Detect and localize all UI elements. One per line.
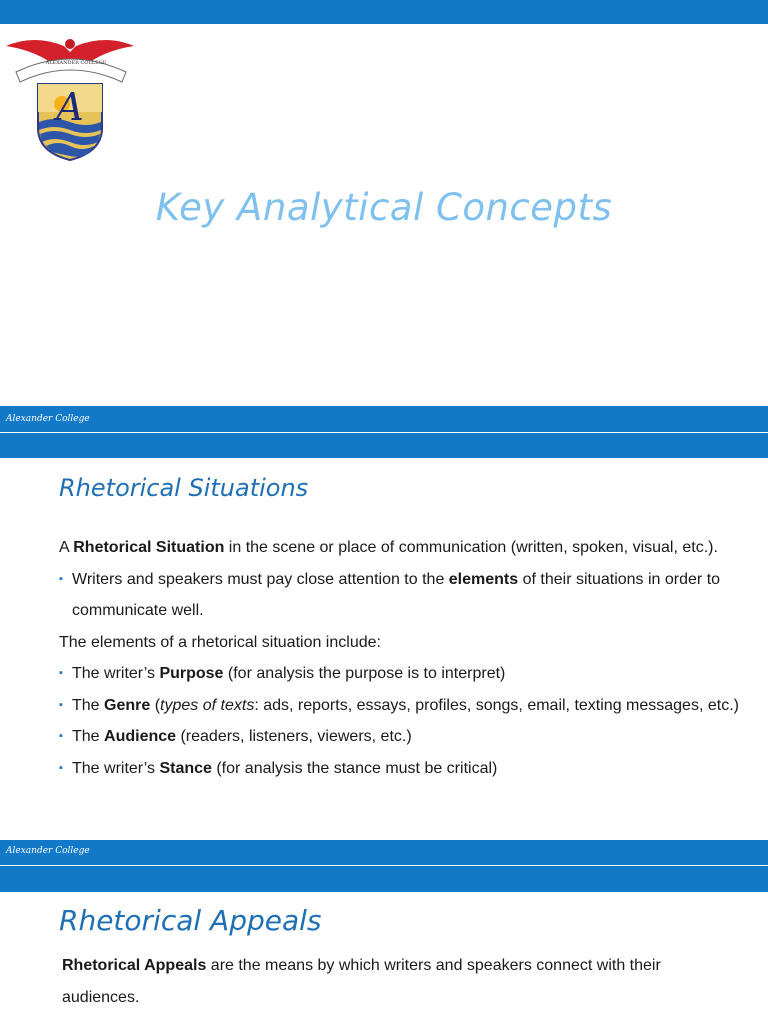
college-logo xyxy=(4,32,136,162)
slide-body xyxy=(59,532,749,784)
slide-body xyxy=(62,950,722,1013)
slide-3 xyxy=(0,868,768,1024)
bullet-icon: ▪ xyxy=(59,761,63,774)
bullet-item: ▪ Writers and speakers must pay close attention to the elements of their situations in order to communicate well. xyxy=(59,564,749,627)
svg-text:A: A xyxy=(56,85,84,129)
slide-1 xyxy=(0,0,768,434)
footer-text: Alexander College xyxy=(6,414,90,424)
slide-title: Rhetorical Appeals xyxy=(59,904,322,937)
bullet-icon: ▪ xyxy=(59,730,63,742)
logo-ribbon-text: ALEXANDER COLLEGE xyxy=(45,60,107,66)
header-bar xyxy=(0,434,768,458)
footer-divider xyxy=(0,865,768,866)
header-bar xyxy=(0,0,768,24)
bullet-icon: ▪ xyxy=(59,667,63,679)
slide-2 xyxy=(0,434,768,868)
footer-band xyxy=(0,840,768,868)
slide-title: Rhetorical Situations xyxy=(59,474,309,502)
footer-text: Alexander College xyxy=(6,846,90,856)
slide-title-main: Key Analytical Concepts xyxy=(155,186,613,229)
header-bar xyxy=(0,868,768,892)
bullet-item: ▪ The writer’s Purpose (for analysis the purpose is to interpret) xyxy=(59,658,749,690)
paragraph: Rhetorical Appeals are the means by which writers and speakers connect with their audiences. xyxy=(62,957,661,1006)
bullet-item: ▪ The Genre (types of texts: ads, reports, essays, profiles, songs, email, texting messages, etc.) xyxy=(59,690,749,722)
paragraph: The elements of a rhetorical situation include: xyxy=(59,633,381,651)
bullet-icon: ▪ xyxy=(59,698,63,711)
bullet-icon: ▪ xyxy=(59,572,63,585)
footer-divider xyxy=(0,432,768,433)
bullet-item: ▪ The writer’s Stance (for analysis the stance must be critical) xyxy=(59,753,749,785)
footer-band xyxy=(0,406,768,434)
bullet-item: ▪ The Audience (readers, listeners, viewers, etc.) xyxy=(59,721,749,753)
paragraph: A Rhetorical Situation in the scene or place of communication (written, spoken, visual, etc.). xyxy=(59,539,718,556)
